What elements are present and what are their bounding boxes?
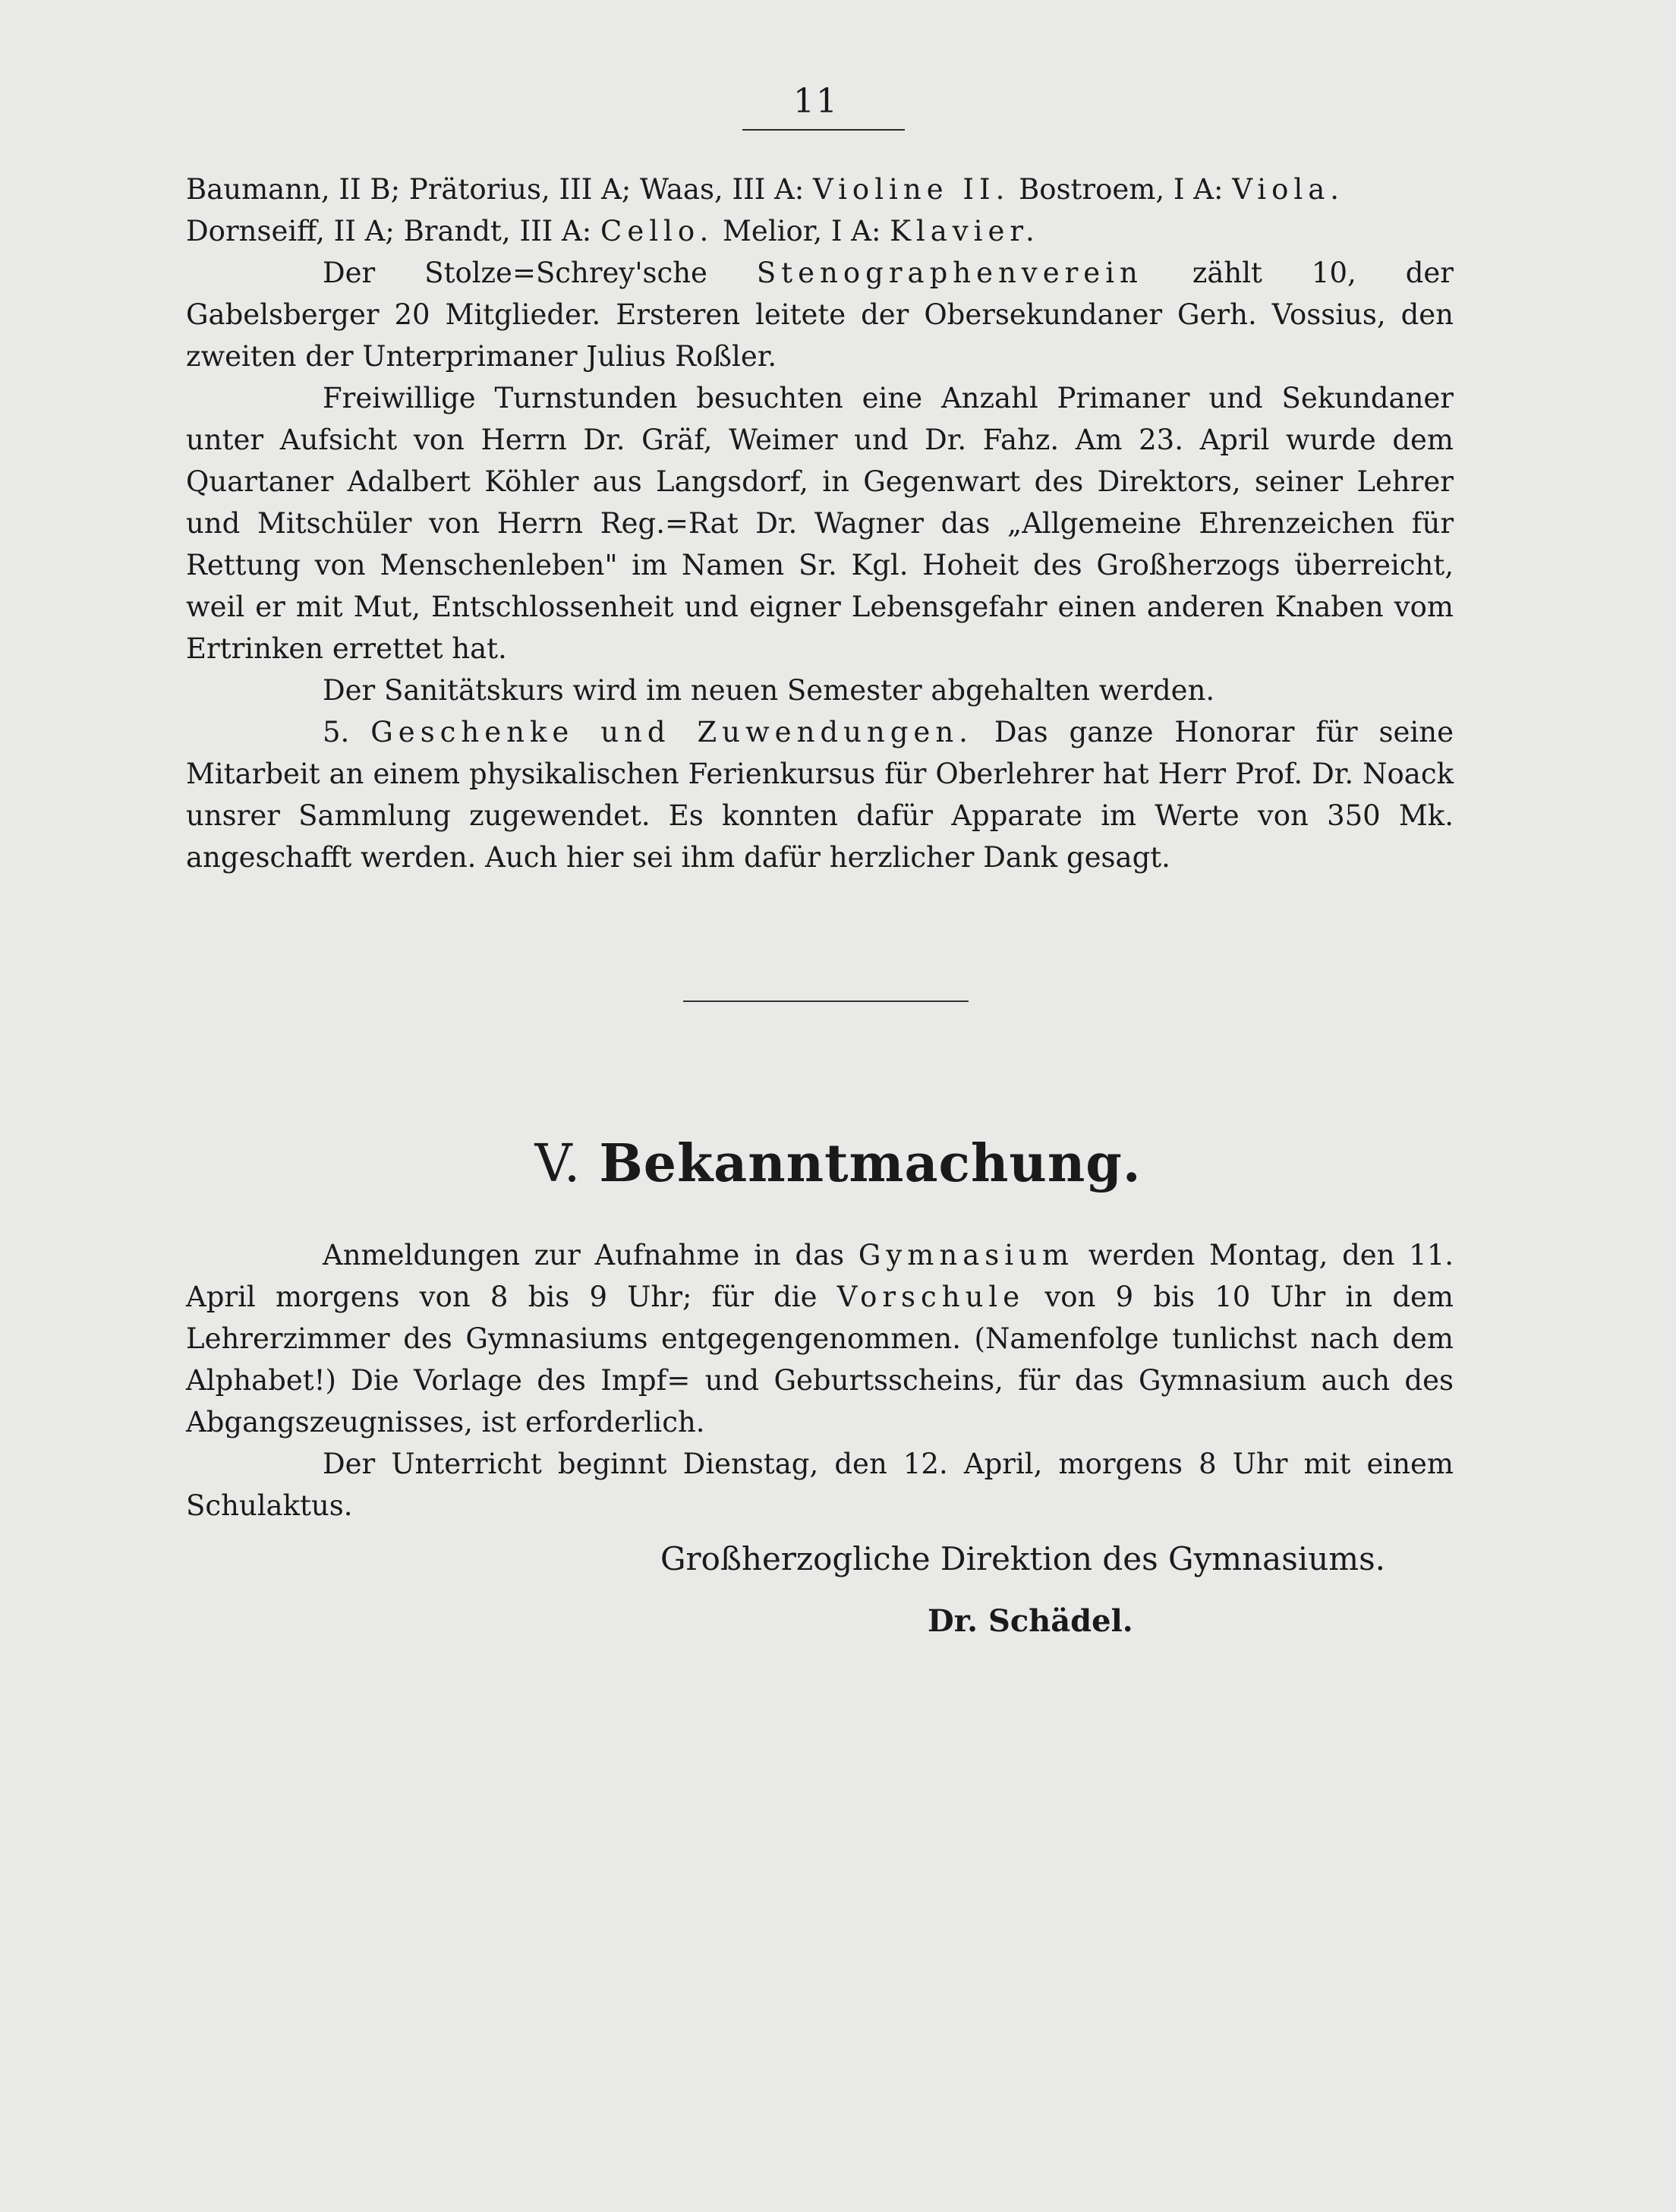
paragraph-registration (186, 1234, 1454, 1443)
section-announcement (186, 1234, 1454, 1527)
signature-institution: Großherzogliche Direktion des Gymnasiums. (660, 1540, 1385, 1577)
section-divider (683, 1000, 969, 1002)
section-music-and-clubs (186, 169, 1454, 878)
signature-name: Dr. Schädel. (928, 1603, 1133, 1639)
paragraph-gymnastics: Freiwillige Turnstunden besuchten eine Anzahl Primaner und Sekundaner unter Aufsicht von Herrn Dr. Gräf, Weimer und Dr. Fahz. Am 23. April wurde dem Quartaner Adalbert Köhler aus Langsdorf, in Gegenwart des Direktors, seiner Lehrer und Mitschüler von Herrn Reg.=Rat Dr. Wagner das „Allgemeine Ehrenzeichen für Rettung von Menschenleben" im Namen Sr. Kgl. Hoheit des Großherzogs überreicht, weil er mit Mut, Entschlossenheit und eigner Lebensgefahr einen anderen Knaben vom Ertrinken errettet hat. (186, 382, 1454, 665)
orchestra-text: Bostroem, I A: (1010, 173, 1233, 206)
gifts-number: 5. (323, 716, 371, 748)
page-number: 11 (793, 82, 839, 121)
heading-title: Bekanntmachung. (599, 1133, 1142, 1194)
paragraph-gifts (186, 711, 1454, 878)
orchestra-text: Melior, I A: (714, 215, 890, 247)
steno-club-name: Stenographenverein (756, 257, 1143, 289)
steno-text: Der Stolze=Schrey'sche (323, 257, 757, 289)
registration-preschool: Vorschule (836, 1281, 1025, 1313)
paragraph-first-aid: Der Sanitätskurs wird im neuen Semester abgehalten werden. (323, 674, 1215, 707)
orchestra-lines (186, 169, 1454, 252)
orchestra-instrument: Klavier. (890, 215, 1040, 247)
registration-text: Anmeldungen zur Aufnahme in das (323, 1239, 858, 1271)
orchestra-text: Dornseiff, II A; Brandt, III A: (186, 215, 601, 247)
page-number-rule (742, 129, 905, 131)
steno-text: zählt 10, der Gabelsberger 20 Mitglieder. Ersteren leitete der Obersekundaner Gerh. Vossius, den zweiten der Unterprimaner Julius Roßler. (186, 257, 1454, 373)
gifts-text: Das ganze Honorar für seine Mitarbeit an einem physikalischen Ferienkursus für Oberlehrer hat Herr Prof. Dr. Noack unsrer Sammlung zugewendet. Es konnten dafür Apparate im Werte von 350 Mk. angeschafft werden. Auch hier sei ihm dafür herzlicher Dank gesagt. (186, 716, 1454, 874)
paragraph-lessons-start: Der Unterricht beginnt Dienstag, den 12. April, morgens 8 Uhr mit einem Schulaktus. (186, 1448, 1454, 1522)
orchestra-instrument: Violine II. (813, 173, 1010, 206)
gifts-heading: Geschenke und Zuwendungen. (370, 716, 973, 748)
section-heading (0, 1130, 1676, 1199)
heading-number: V. (534, 1134, 581, 1194)
registration-school: Gymnasium (858, 1239, 1075, 1271)
paragraph-stenography (186, 252, 1454, 377)
orchestra-instrument: Viola. (1232, 173, 1345, 206)
orchestra-instrument: Cello. (600, 215, 714, 247)
registration-text: von 9 bis 10 Uhr in dem Lehrerzimmer des Gymnasiums entgegengenommen. (Namenfolge tunlichst nach dem Alphabet!) Die Vorlage des Impf= und Geburtsscheins, für das Gymnasium auch des Abgangszeugnisses, ist erforderlich. (186, 1281, 1454, 1438)
orchestra-text: Baumann, II B; Prätorius, III A; Waas, III A: (186, 173, 814, 206)
registration-text: werden Montag, den 11. April morgens von 8 bis 9 Uhr; für die (186, 1239, 1454, 1313)
